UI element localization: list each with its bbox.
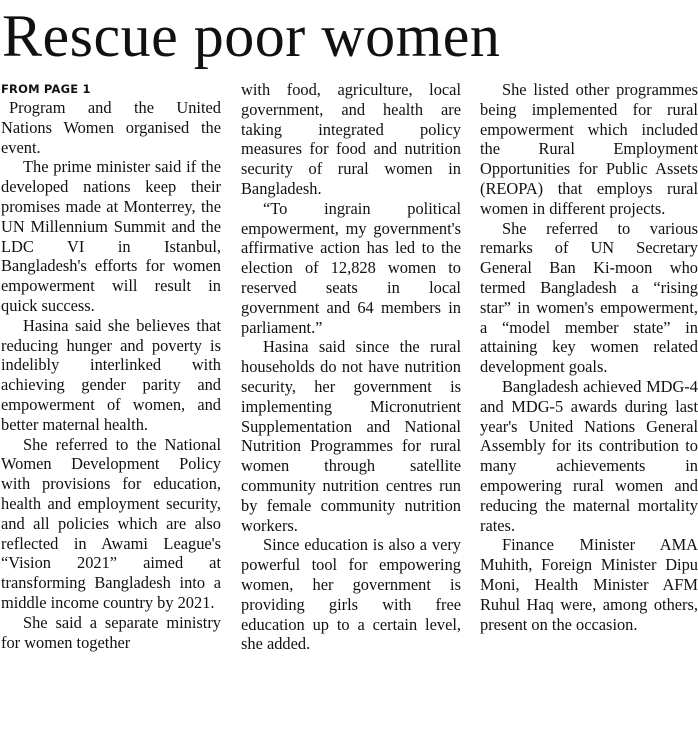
paragraph: with food, agriculture, local government, and health are taking integrated policy measures for food and nutrition security of rural women in Bangladesh.: [241, 80, 461, 198]
continuation-kicker: FROM PAGE 1: [1, 82, 91, 96]
article-column-3: [480, 80, 698, 634]
paragraph: She said a separate ministry for women together: [1, 612, 221, 652]
paragraph: Since education is also a very powerful tool for empowering women, her government is providing girls with free education up to a certain level, she added.: [241, 535, 461, 654]
paragraph: Hasina said since the rural households do not have nutrition security, her government is implementing Micronutrient Supplementation and National Nutrition Programmes for rural women through satellite community nutrition centres run by female community nutrition workers.: [241, 337, 461, 535]
article-column-1: [1, 80, 221, 652]
paragraph: Finance Minister AMA Muhith, Foreign Minister Dipu Moni, Health Minister AFM Ruhul Haq were, among others, present on the occasion.: [480, 535, 698, 634]
paragraph: “To ingrain political empowerment, my government's affirmative action has led to the election of 12,828 women to reserved seats in local government and 64 members in parliament.”: [241, 198, 461, 337]
paragraph: She referred to the National Women Development Policy with provisions for education, health and employment security, and all policies which are also reflected in Awami League's “Vision 2021” aimed at transforming Bangladesh into a middle income country by 2021.: [1, 434, 221, 612]
paragraph: She referred to various remarks of UN Secretary General Ban Ki-moon who termed Bangladesh a “rising star” in women's empowerment, a “model member state” in attaining key women related development goals.: [480, 218, 698, 377]
paragraph: The prime minister said if the developed nations keep their promises made at Monterrey, the UN Millennium Summit and the LDC VI in Istanbul, Bangladesh's efforts for women empowerment will result in quick success.: [1, 157, 221, 315]
article-column-2: [241, 80, 461, 654]
paragraph: She listed other programmes being implemented for rural empowerment which included the Rural Employment Opportunities for Public Assets (REOPA) that employs rural women in different projects.: [480, 80, 698, 218]
paragraph: Bangladesh achieved MDG-4 and MDG-5 awards during last year's United Nations General Assembly for its contribution to many achievements in empowering rural women and reducing the maternal mortality rates.: [480, 376, 698, 535]
paragraph: Program and the United Nations Women organised the event.: [1, 98, 221, 157]
paragraph: Hasina said she believes that reducing hunger and poverty is indelibly interlinked with achieving gender parity and empowerment of women, and better maternal health.: [1, 315, 221, 434]
headline: Rescue poor women: [2, 3, 501, 69]
